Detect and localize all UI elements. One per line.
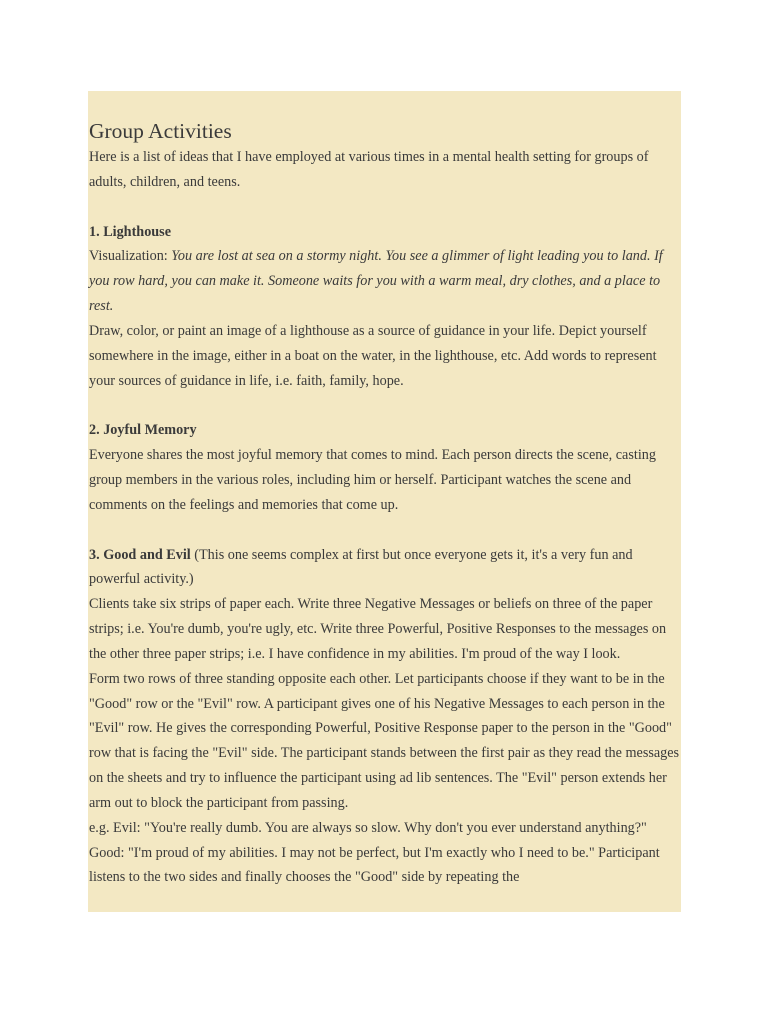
section-body: Everyone shares the most joyful memory that comes to mind. Each person directs the scene, casting group members in the various roles, including him or herself. Participant watches the scene and comments on the feelings and memories that come up. (89, 447, 656, 513)
section-heading-line (89, 543, 681, 593)
section-lighthouse (89, 220, 681, 394)
section-body: Form two rows of three standing opposite each other. Let participants choose if they want to be in the "Good" row or the "Evil" row. A participant gives one of his Negative Messages to each person in the "Evil" row. He gives the corresponding Powerful, Positive Response paper to the person in the "Good" row that is facing the "Evil" side. The participant stands between the first pair as they read the messages on the sheets and try to influence the participant using ad lib sentences. The "Evil" person extends her arm out to block the participant from passing. (89, 670, 680, 811)
document-page (88, 91, 681, 912)
section-joyful-memory (89, 418, 681, 517)
paragraph-gap (89, 393, 681, 418)
section-heading-note: (This one seems complex at first but once everyone gets it, it's a very fun and powerful activity.) (89, 546, 633, 588)
section-heading: 2. Joyful Memory (89, 422, 197, 439)
document-title: Group Activities (89, 119, 232, 143)
section-heading: 1. Lighthouse (89, 223, 171, 240)
section-body: e.g. Evil: "You're really dumb. You are always so slow. Why don't you ever understand anything?" Good: "I'm proud of my abilities. I may not be perfect, but I'm exactly who I need to be." Participant listens to the two sides and finally chooses the "Good" side by repeating the (89, 819, 660, 886)
visualization-label: Visualization: (89, 248, 172, 265)
section-body: Draw, color, or paint an image of a lighthouse as a source of guidance in your life. Depict yourself somewhere in the image, either in a boat on the water, in the lighthouse, etc. Add words to represent your sources of guidance in life, i.e. faith, family, hope. (89, 322, 657, 389)
paragraph-gap (89, 195, 681, 220)
section-body: Clients take six strips of paper each. Write three Negative Messages or beliefs on three of the paper strips; i.e. You're dumb, you're ugly, etc. Write three Powerful, Positive Responses to the messages on the other three paper strips; i.e. I have confidence in my abilities. I'm proud of the way I look. (89, 596, 667, 662)
visualization-text: You are lost at sea on a stormy night. You see a glimmer of light leading you to land. If you row hard, you can make it. Someone waits for you with a warm meal, dry clothes, and a place to rest. (89, 248, 663, 315)
section-good-and-evil (89, 543, 681, 891)
visualization-paragraph (89, 244, 681, 319)
intro-paragraph: Here is a list of ideas that I have employed at various times in a mental health setting for groups of adults, children, and teens. (89, 149, 649, 190)
section-heading: 3. Good and Evil (89, 546, 191, 563)
paragraph-gap (89, 518, 681, 543)
